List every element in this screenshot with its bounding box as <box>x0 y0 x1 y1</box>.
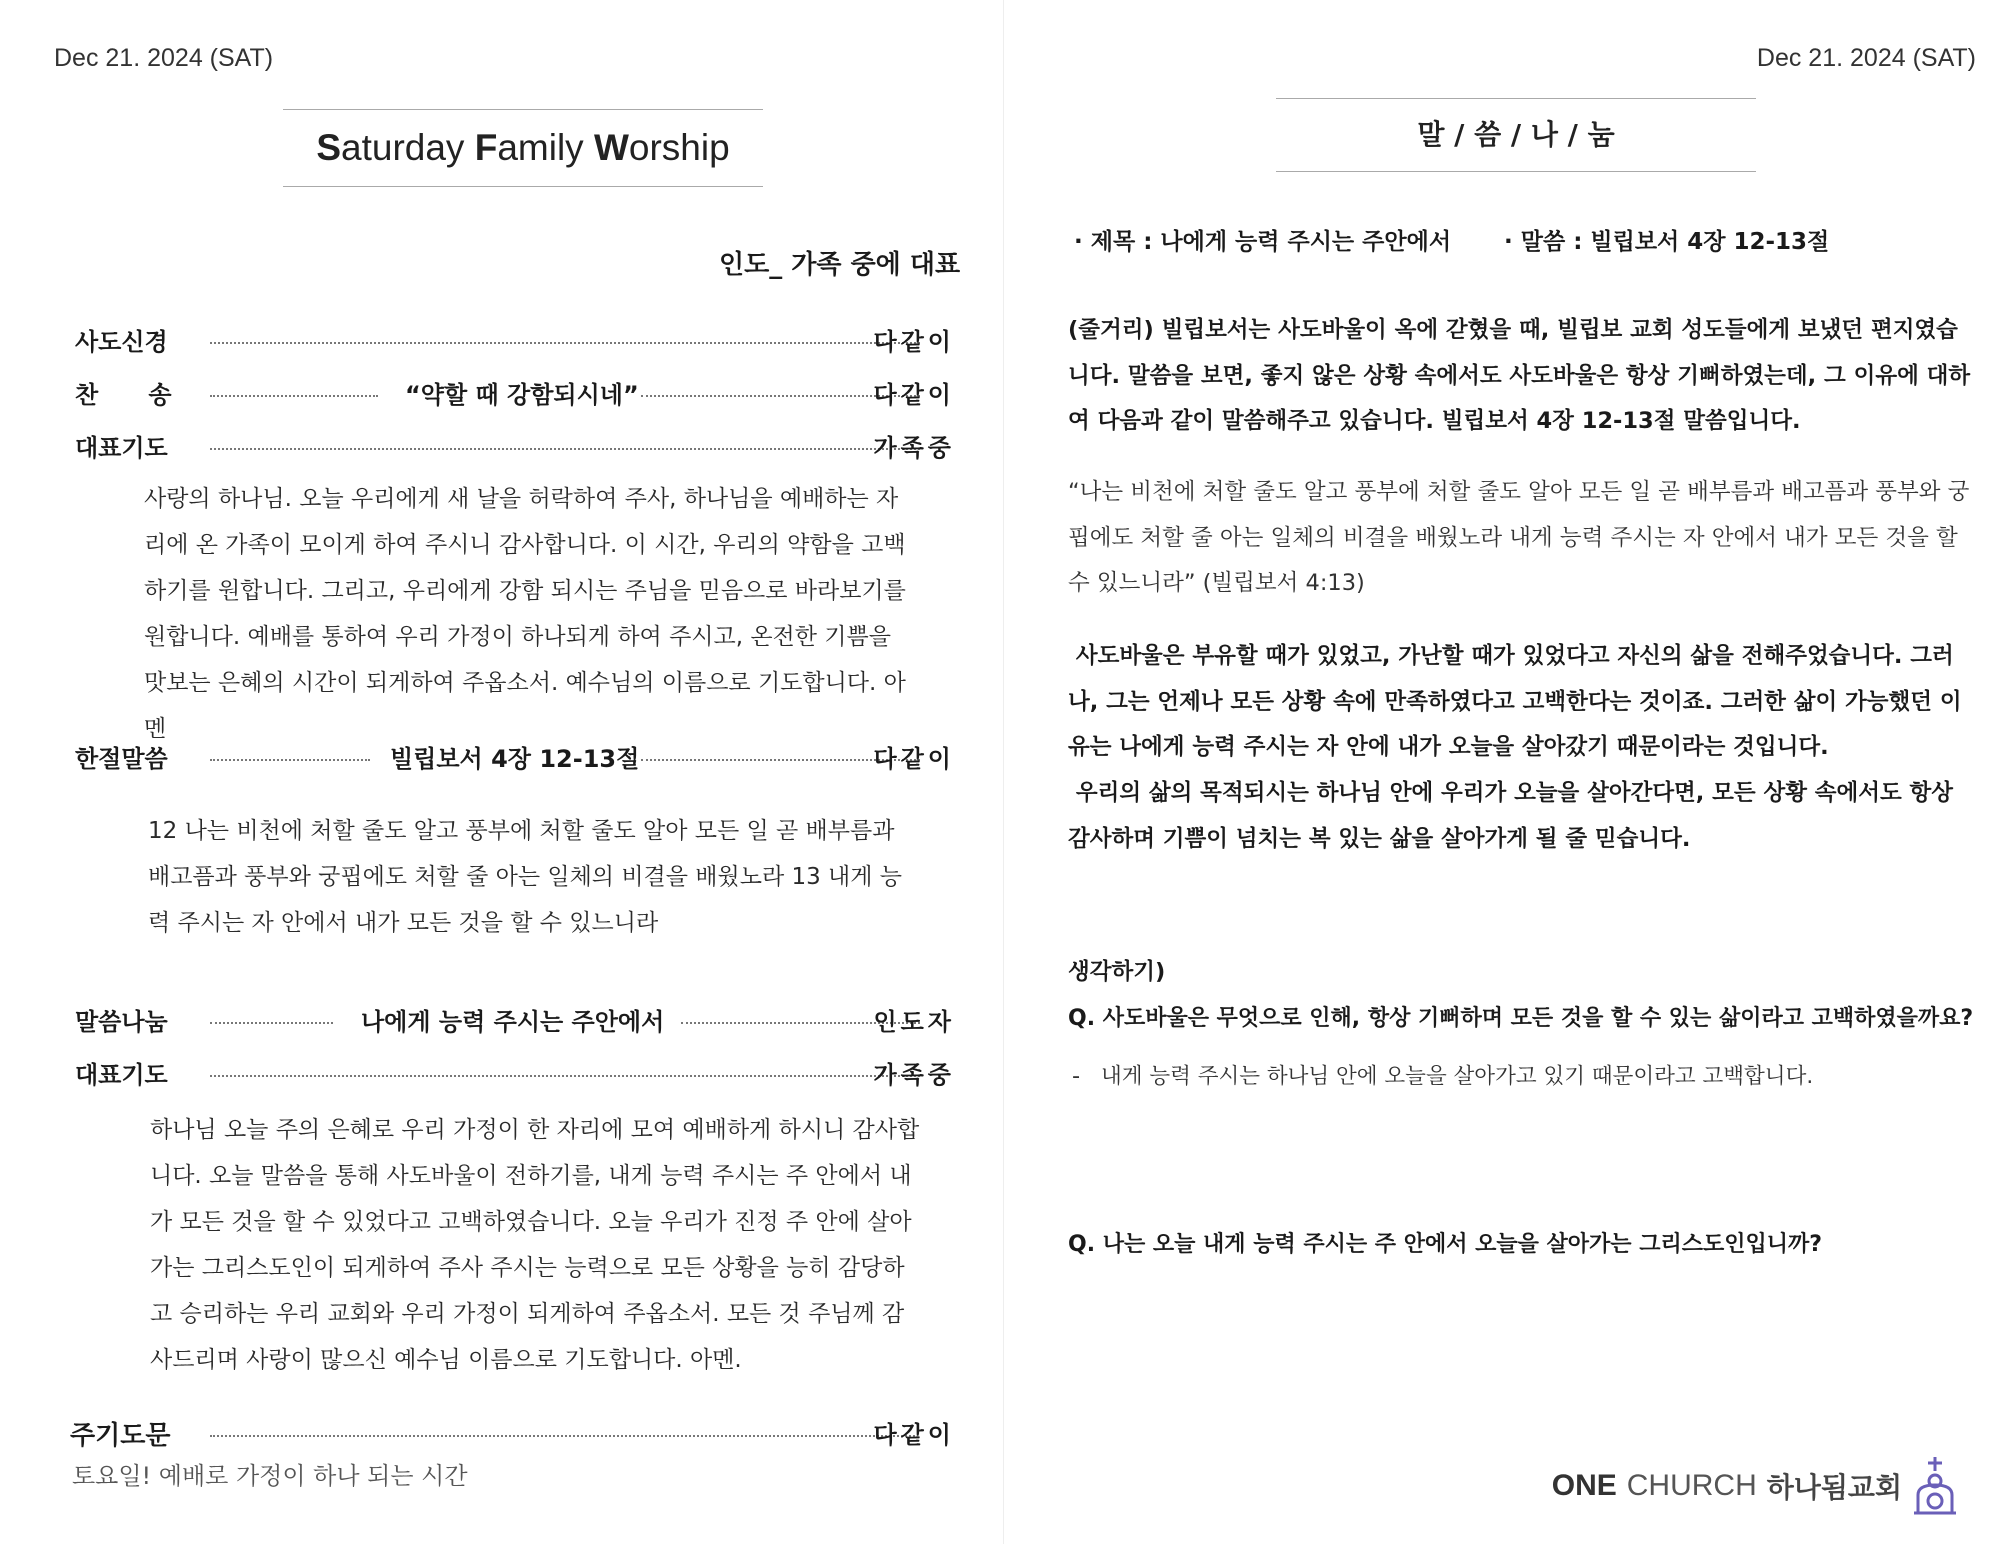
quote-text: “나는 비천에 처할 줄도 알고 풍부에 처할 줄도 알아 모든 일 곧 배부름과 배고픔과 풍부와 궁핍에도 처할 줄 아는 일체의 비결을 배웠노라 내게 능력 주시는 자 안에서 내가 모든 것을 할 수 있느니라” (빌립보서 4:13) <box>1068 479 1970 596</box>
sharing-title: 말 / 씀 / 나 / 눔 <box>1417 118 1615 151</box>
worship-title-box <box>283 109 763 187</box>
answer-dash: - <box>1072 1063 1081 1089</box>
leader-note: 인도_ 가족 중에 대표 <box>719 250 961 280</box>
right-date: Dec 21. 2024 (SAT) <box>1756 44 1976 72</box>
row-verse <box>75 737 955 777</box>
row-right: 가족중 <box>873 1061 955 1089</box>
right-page <box>1004 0 2002 1544</box>
opening-prayer: 사랑의 하나님. 오늘 우리에게 새 날을 허락하여 주사, 하나님을 예배하는 자리에 온 가족이 모이게 하여 주시니 감사합니다. 이 시간, 우리의 약함을 고백하기를 원합니다. 그리고, 우리에게 강함 되시는 주님을 믿음으로 바라보기를 원합니다. 예배를 통하여 우리 가정이 하나되게 하여 주시고, 온전한 기쁨을 맛보는 은혜의 시간이 되게하여 주옵소서. 예수님의 이름으로 기도합니다. 아멘 <box>144 486 906 742</box>
row-right: 인도자 <box>873 1008 955 1036</box>
logo-one: ONE <box>1551 1469 1617 1502</box>
think-label: 생각하기) <box>1068 959 1166 985</box>
cross-logo-icon <box>1912 1455 1958 1517</box>
leader-dots <box>210 320 920 344</box>
question-2: Q. 나는 오늘 내게 능력 주시는 주 안에서 오늘을 살아가는 그리스도인입니까? <box>1068 1232 1822 1257</box>
row-prayer2 <box>75 1053 955 1093</box>
body-paragraph-2: 우리의 삶의 목적되시는 하나님 안에 우리가 오늘을 살아간다면, 모든 상황 속에서도 항상 감사하며 기쁨이 넘치는 복 있는 삶을 살아가게 될 줄 믿습니다. <box>1068 780 1961 852</box>
sermon-title: 나에게 능력 주시는 주안에서 <box>361 1008 665 1036</box>
row-right: 다같이 <box>873 328 955 356</box>
row-right: 다같이 <box>873 381 955 409</box>
footer-slogan: 토요일! 예배로 가정이 하나 되는 시간 <box>72 1462 468 1490</box>
row-label: 대표기도 <box>75 1061 168 1089</box>
row-lords-prayer <box>70 1413 955 1453</box>
hymn-title: “약할 때 강함되시네” <box>405 381 639 409</box>
row-label: 사도신경 <box>75 328 168 356</box>
church-logo <box>1552 1455 1958 1517</box>
logo-korean-name: 하나됨교회 <box>1766 1471 1902 1504</box>
row-right: 가족중 <box>873 434 955 462</box>
row-right: 다같이 <box>873 745 955 773</box>
verse-ref: 빌립보서 4장 12-13절 <box>390 745 640 773</box>
leader-dots <box>210 426 920 450</box>
leader-dots <box>210 1413 915 1437</box>
row-prayer <box>75 426 955 466</box>
row-label: 대표기도 <box>75 434 168 462</box>
leader-dots <box>210 1053 920 1077</box>
closing-prayer: 하나님 오늘 주의 은혜로 우리 가정이 한 자리에 모여 예배하게 하시니 감사합니다. 오늘 말씀을 통해 사도바울이 전하기를, 내게 능력 주시는 주 안에서 내가 모든 것을 할 수 있었다고 고백하였습니다. 오늘 우리가 진정 주 안에 살아가는 그리스도인이 되게하여 주사 주시는 능력으로 모든 상황을 능히 감당하고 승리하는 우리 교회와 우리 가정이 되게하여 주옵소서. 모든 것 주님께 감사드리며 사랑이 많으신 예수님 이름으로 기도합니다. 아멘. <box>150 1117 920 1373</box>
leader-dots <box>210 737 370 761</box>
logo-church: CHURCH <box>1626 1469 1757 1502</box>
row-label: 찬 송 <box>75 381 172 409</box>
leader-dots <box>210 373 378 397</box>
sermon-scripture: · 말씀 : 빌립보서 4장 12-13절 <box>1504 229 1830 255</box>
summary-text: (줄거리) 빌립보서는 사도바울이 옥에 갇혔을 때, 빌립보 교회 성도들에게 보냈던 편지였습니다. 말씀을 보면, 좋지 않은 상황 속에서도 사도바울은 항상 기뻐하였는데, 그 이유에 대하여 다음과 같이 말씀해주고 있습니다. 빌립보서 4장 12-13절 말씀입니다. <box>1068 317 1971 434</box>
body-paragraph-1: 사도바울은 부유할 때가 있었고, 가난할 때가 있었다고 자신의 삶을 전해주었습니다. 그러나, 그는 언제나 모든 상황 속에 만족하였다고 고백한다는 것이죠. 그러한 삶이 가능했던 이유는 나에게 능력 주시는 자 안에 내가 오늘을 살아갔기 때문이라는 것입니다. <box>1068 643 1962 760</box>
verse-text: 12 나는 비천에 처할 줄도 알고 풍부에 처할 줄도 알아 모든 일 곧 배부름과 배고픔과 풍부와 궁핍에도 처할 줄 아는 일체의 비결을 배웠노라 13 내게 능력 주시는 자 안에서 내가 모든 것을 할 수 있느니라 <box>148 818 903 936</box>
row-sermon <box>75 1000 955 1040</box>
sermon-subject: · 제목 : 나에게 능력 주시는 주안에서 <box>1074 229 1452 255</box>
row-label: 말씀나눔 <box>75 1008 168 1036</box>
left-date: Dec 21. 2024 (SAT) <box>54 44 274 72</box>
row-creed <box>75 320 955 360</box>
row-right: 다같이 <box>873 1421 955 1449</box>
worship-title: Saturday Family Worship <box>316 127 730 168</box>
sharing-title-box <box>1276 98 1756 172</box>
row-label: 주기도문 <box>70 1421 171 1451</box>
leader-dots <box>210 1000 333 1024</box>
row-hymn <box>75 373 955 413</box>
row-label: 한절말씀 <box>75 745 168 773</box>
question-1: Q. 사도바울은 무엇으로 인해, 항상 기뻐하며 모든 것을 할 수 있는 삶이라고 고백하였을까요? <box>1068 1006 1974 1031</box>
answer-1: 내게 능력 주시는 하나님 안에 오늘을 살아가고 있기 때문이라고 고백합니다. <box>1101 1064 1814 1089</box>
